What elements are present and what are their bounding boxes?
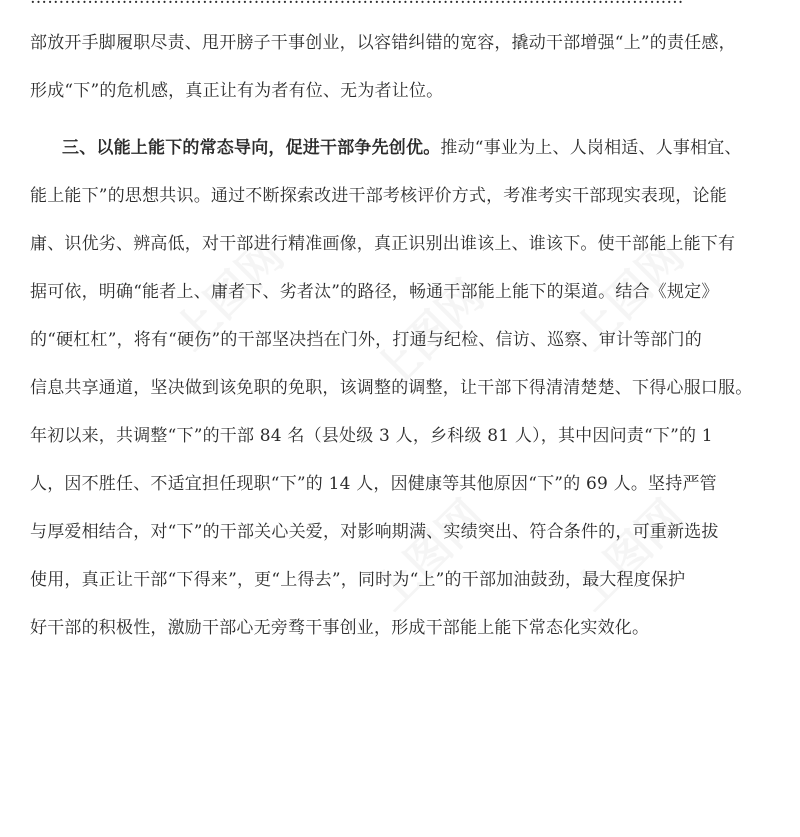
paragraph2-line11: 好干部的积极性，激励干部心无旁骛干事创业，形成干部能上能下常态化实效化。 — [30, 618, 650, 638]
watermark: 上图网 — [364, 490, 494, 620]
section-heading: 三、以能上能下的常态导向，促进干部争先创优。 — [62, 138, 441, 158]
paragraph2-line6: 信息共享通道，坚决做到该免职的免职，该调整的调整，让干部下得清清楚楚、下得心服口服。 — [30, 378, 753, 398]
paragraph1-line1: 部放开手脚履职尽责、甩开膀子干事创业，以容错纠错的宽容，撬动干部增强“上”的责任感， — [30, 33, 736, 53]
watermark: 上图网 — [564, 490, 694, 620]
paragraph2-line1 — [62, 136, 742, 160]
paragraph2-line3: 庸、识优劣、辨高低，对干部进行精准画像，真正识别出谁该上、谁该下。使干部能上能下有 — [30, 234, 736, 254]
paragraph2-line4: 据可依，明确“能者上、庸者下、劣者汰”的路径，畅通干部能上能下的渠道。结合《规定》 — [30, 282, 719, 302]
top-cut-line-container — [0, 0, 800, 8]
watermark: 上图网 — [364, 270, 494, 400]
paragraph1-line2: 形成“下”的危机感，真正让有为者有位、无为者让位。 — [30, 81, 444, 101]
paragraph2-line9: 与厚爱相结合，对“下”的干部关心关爱，对影响期满、实绩突出、符合条件的，可重新选拔 — [30, 522, 719, 542]
top-cut-line — [30, 0, 684, 8]
paragraph2-line1-text: 推动“事业为上、人岗相适、人事相宜、 — [440, 138, 742, 158]
watermark: 上图网 — [564, 230, 694, 360]
paragraph2-line8: 人，因不胜任、不适宜担任现职“下”的 14 人，因健康等其他原因“下”的 69 人。坚持严管 — [30, 474, 717, 494]
watermark: 上图网 — [164, 230, 294, 360]
paragraph2-line7: 年初以来，共调整“下”的干部 84 名（县处级 3 人，乡科级 81 人），其中因问责“下”的 1 — [30, 426, 713, 446]
paragraph2-line2: 能上能下”的思想共识。通过不断探索改进干部考核评价方式，考准考实干部现实表现，论能 — [30, 186, 727, 206]
paragraph2-line10: 使用，真正让干部“下得来”，更“上得去”，同时为“上”的干部加油鼓劲，最大程度保护 — [30, 570, 686, 590]
paragraph2-line5: 的“硬杠杠”，将有“硬伤”的干部坚决挡在门外，打通与纪检、信访、巡察、审计等部门的 — [30, 330, 702, 350]
